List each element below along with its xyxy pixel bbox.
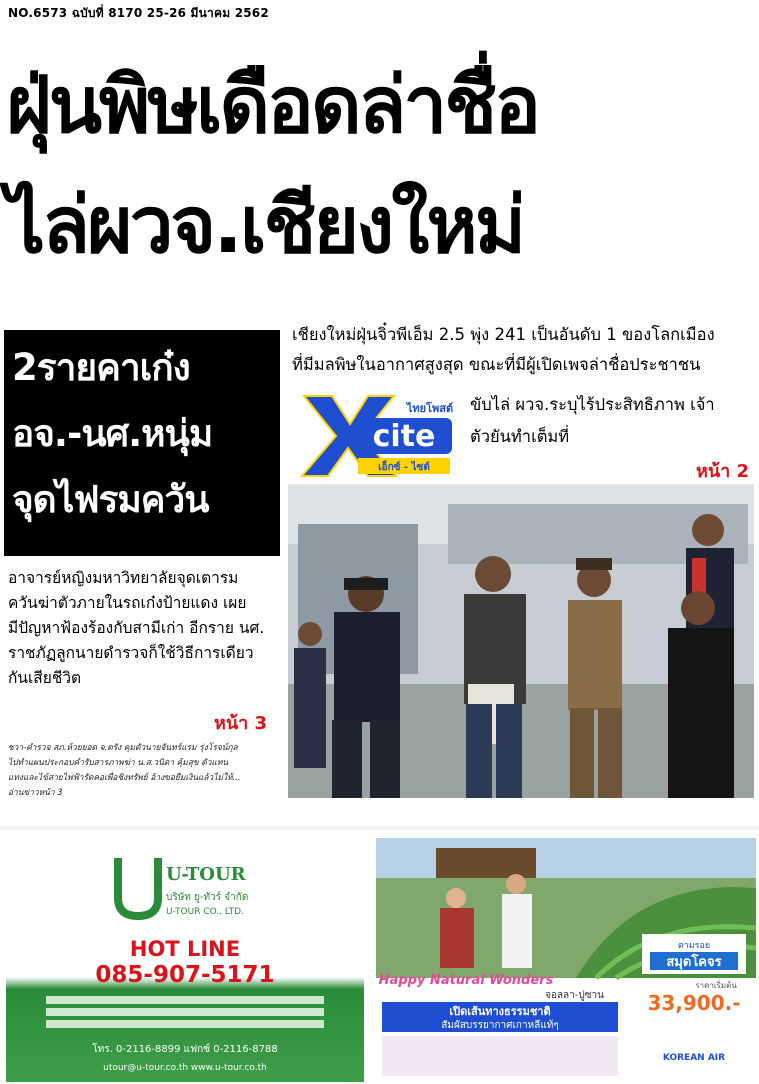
utour-logo-text: U-TOUR	[166, 864, 246, 885]
hotline-label: HOT LINE	[129, 937, 241, 961]
utour-blurb-bar	[46, 996, 324, 1004]
left-story-headline-line-3: จุดไฟรมควัน	[12, 478, 209, 521]
ad-subtitle-1: เปิดเส้นทางธรรมชาติ	[449, 1005, 551, 1018]
utour-advertisement[interactable]	[6, 838, 364, 1082]
person-hanbok-white	[502, 894, 532, 968]
korea-tour-advertisement[interactable]	[376, 838, 756, 1082]
ad-subtitle-2: สัมผัสบรรยากาศเกาหลีแท้ๆ	[441, 1020, 559, 1031]
left-story-body	[8, 566, 282, 691]
xcite-top-label: ไทยโพสต์	[406, 402, 454, 415]
ad-route: จอลลา-ปูซาน	[545, 990, 604, 1001]
section-divider	[0, 826, 759, 830]
left-story-body-line: กันเสียชีวิต	[8, 669, 82, 687]
price-label: ราคาเริ่มต้น	[695, 981, 737, 990]
person-hanbok-red	[440, 908, 474, 968]
photo-caption	[8, 740, 286, 800]
hanok-roof	[436, 848, 536, 878]
left-story-body-line: ราชภัฏลูกนายดำรวจก็ใช้วิธีการเดียว	[8, 644, 254, 662]
xcite-logo	[298, 388, 458, 478]
right-story-page-ref[interactable]: หน้า 2	[696, 461, 750, 482]
right-story-line-1: เชียงใหม่ฝุ่นจิ๋วพีเอ็ม 2.5 พุ่ง 241 เป็นอันดับ 1 ของโลกเมือง	[292, 325, 715, 344]
right-story-line-4: ตัวยันทำเต็มที่	[470, 427, 570, 446]
news-photo	[288, 484, 754, 798]
xcite-brand-text: cite	[372, 419, 436, 454]
xcite-bottom-label: เอ็กซ์ - ไซต์	[378, 462, 430, 473]
utour-web[interactable]: utour@u-tour.co.th www.u-tour.co.th	[103, 1063, 267, 1073]
ad-itinerary-block	[382, 1036, 618, 1076]
utour-blurb-bar	[46, 1020, 324, 1028]
badge-main-text: สมุดโคจร	[666, 955, 722, 970]
left-story-body-line: มีปัญหาฟ้องร้องกับสามีเก่า อีกราย นศ.	[8, 619, 265, 637]
right-story-line-3: ขับไล่ ผวจ.ระบุไร้ประสิทธิภาพ เจ้า	[470, 395, 715, 414]
hotline-number[interactable]: 085-907-5171	[95, 962, 275, 988]
ad-tagline: Happy Natural Wonders	[378, 973, 554, 988]
left-story-body-line: อาจารย์หญิงมหาวิทยาลัยจุดเตารม	[8, 569, 239, 587]
masthead-issue-info: NO.6573 ฉบับที่ 8170 25-26 มีนาคม 2562	[8, 6, 269, 20]
left-story-body-line: ควันฆ่าตัวภายในรถเก๋งป้ายแดง เผย	[8, 594, 247, 612]
utour-u-mark	[118, 858, 158, 916]
price-value: 33,900.-	[647, 991, 741, 1015]
right-story-line-2: ที่มีมลพิษในอากาศสูงสุด ขณะที่มีผู้เปิดเพจล่าชื่อประชาชน	[292, 355, 701, 374]
utour-blurb-bar	[46, 1008, 324, 1016]
caption-line: ชวา-คำรวจ สภ.ห้วยยอด จ.ตรัง คุมตัวนายจันทร์แรม รุ่งโรจน์กุล	[8, 742, 238, 752]
airline-name: KOREAN AIR	[662, 1053, 726, 1063]
caption-line: อ่านข่าวหน้า 3	[8, 787, 63, 797]
left-story-headline-line-2: อจ.-นศ.หนุ่ม	[12, 412, 213, 455]
utour-company-th: บริษัท ยู-ทัวร์ จำกัด	[166, 892, 249, 903]
left-story-headline-line-1: 2รายคาเก๋ง	[12, 346, 190, 389]
left-story-page-ref[interactable]: หน้า 3	[214, 713, 268, 734]
headline-line-1: ฝุ่นพิษเดือดล่าชื่อ	[6, 61, 539, 151]
badge-top-text: ตามรอย	[677, 941, 711, 951]
utour-company-en: U-TOUR CO., LTD.	[166, 907, 244, 917]
headline-line-2: ไล่ผวจ.เชียงใหม่	[6, 181, 524, 271]
caption-line: แทงและไข้สายไฟฟ้ารัดคอเพื่อชิงทรัพย์ อ้างขอยืมเงินแล้วไม่ให้...	[8, 772, 241, 782]
utour-phone: โทร. 0-2116-8899 แฟกซ์ 0-2116-8788	[92, 1044, 278, 1055]
caption-line: ไปทำแผนประกอบคำรับสารภาพฆ่า น.ส.วนิดา คุ้มสุข ตัวแทน	[8, 757, 229, 767]
